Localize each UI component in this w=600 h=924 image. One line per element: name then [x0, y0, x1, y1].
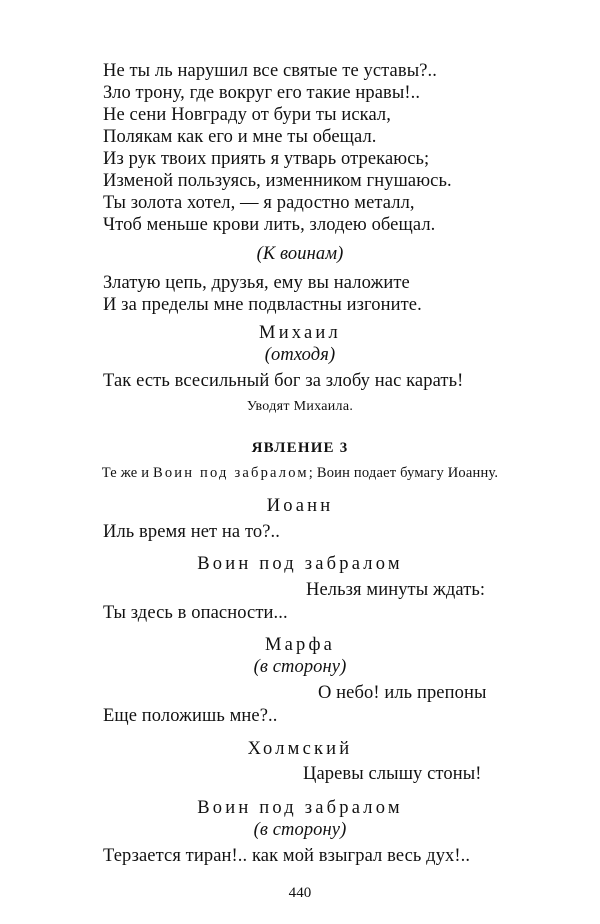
scene-heading: ЯВЛЕНИЕ 3 — [251, 440, 349, 456]
verse-line: Так есть всесильный бог за злобу нас карать! — [103, 371, 464, 391]
stage-direction: (отходя) — [264, 345, 336, 365]
verse-line: Еще положишь мне?.. — [103, 706, 278, 726]
verse-line: Полякам как его и мне ты обещал. — [103, 127, 377, 147]
stage-text: Те же и — [101, 465, 153, 481]
stage-note: Уводят Михаила. — [246, 399, 354, 414]
verse-line: Чтоб меньше крови лить, злодею обещал. — [103, 215, 436, 235]
stage-character-name: Воин под забралом — [152, 465, 309, 481]
stage-text: ; Воин подает бумагу Иоанну. — [308, 465, 499, 481]
verse-line: Зло трону, где вокруг его такие нравы!.. — [103, 83, 421, 103]
verse-line: Изменой пользуясь, изменником гнушаюсь. — [103, 171, 452, 191]
verse-line: И за пределы мне подвластны изгоните. — [103, 295, 422, 315]
verse-line: Не ты ль нарушил все святые те уставы?.. — [103, 61, 437, 81]
speaker-name: Иоанн — [266, 496, 334, 516]
verse-line: Ты здесь в опасности... — [103, 603, 288, 623]
verse-line-continued: О небо! иль препоны — [318, 683, 487, 703]
verse-line-continued: Царевы слышу стоны! — [303, 764, 482, 784]
stage-direction: (К воинам) — [256, 244, 344, 264]
verse-line: Златую цепь, друзья, ему вы наложите — [103, 273, 410, 293]
speaker-name: Холмский — [247, 739, 353, 759]
stage-direction: (в сторону) — [253, 820, 347, 840]
speaker-name: Воин под забралом — [197, 554, 403, 574]
verse-line: Не сени Новграду от бури ты искал, — [103, 105, 391, 125]
verse-line: Терзается тиран!.. как мой взыграл весь дух!.. — [103, 846, 471, 866]
speaker-name: Марфа — [264, 635, 336, 655]
page-number: 440 — [288, 885, 312, 901]
scene-stage-direction — [0, 462, 600, 484]
speaker-name: Михаил — [259, 323, 341, 343]
verse-line-continued: Нельзя минуты ждать: — [306, 580, 486, 600]
verse-line: Ты золота хотел, — я радостно металл, — [103, 193, 415, 213]
verse-line: Из рук твоих приять я утварь отрекаюсь; — [103, 149, 430, 169]
stage-direction: (в сторону) — [253, 657, 347, 677]
verse-line: Иль время нет на то?.. — [103, 522, 281, 542]
speaker-name: Воин под забралом — [197, 798, 403, 818]
